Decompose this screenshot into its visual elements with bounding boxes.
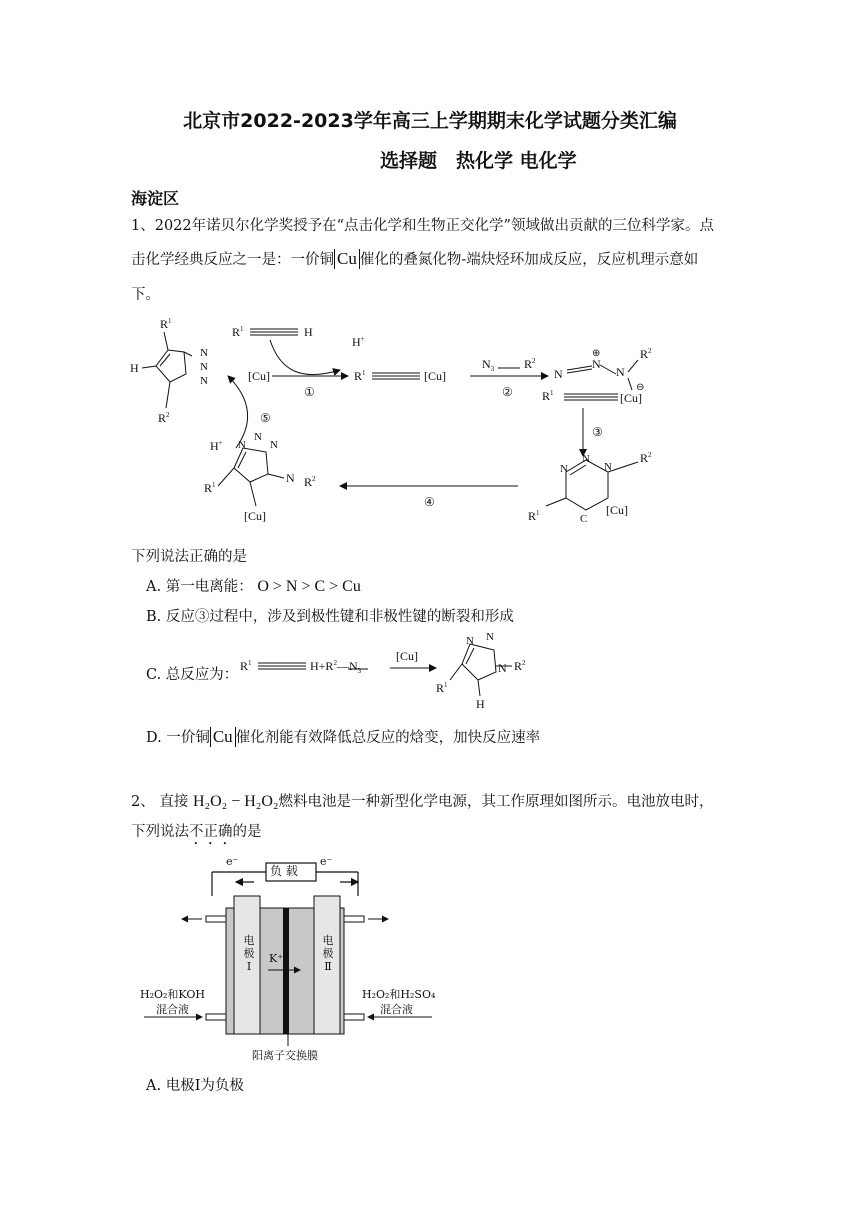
step1-label: ① (304, 385, 315, 399)
svg-text:R1: $R^1$ (542, 389, 554, 403)
svg-text:[Cu]: [Cu] (396, 649, 418, 663)
electron-left: e⁻ (226, 855, 239, 868)
svg-text:N: N (286, 471, 295, 485)
svg-text:R1: $R^1$ (240, 659, 252, 673)
svg-text:R2: $R^2$ (524, 357, 536, 371)
svg-text:[Cu]: [Cu] (424, 369, 446, 383)
svg-text:C: C (580, 513, 588, 525)
electrode-1-char-3: Ⅰ (246, 960, 252, 973)
q1-option-a (146, 575, 361, 596)
district-heading: 海淀区 (131, 189, 180, 208)
left-outlet-pipe (206, 916, 226, 922)
svg-text:R2: $R^2$ (514, 659, 526, 673)
load-label: 负 载 (270, 864, 298, 878)
svg-text:N: N (270, 439, 278, 451)
q1-option-b: B. 反应③过程中，涉及到极性键和非极性键的断裂和形成 (146, 609, 514, 625)
electrode-1-char-2: 极 (243, 947, 255, 960)
svg-text:N: N (604, 461, 612, 473)
right-inlet-pipe (344, 1014, 364, 1020)
svg-text:N: N (554, 367, 563, 381)
left-feed-label-1: H₂O₂和KOH (140, 988, 205, 1001)
cu-catalyst-symbol: Cu (334, 249, 360, 269)
cu-metallacycle-ring (566, 460, 608, 510)
electrode-1-char-1: 电 (243, 934, 255, 947)
electrode-2-char-2: 极 (322, 947, 334, 960)
electrode-2-char-1: 电 (322, 934, 334, 947)
svg-text:N: N (200, 361, 208, 373)
svg-text:N: N (486, 632, 494, 643)
svg-text:N3: $N_3$ (482, 357, 495, 373)
svg-text:R1: $R^1$ (354, 369, 366, 383)
right-feed-label-2: 混合液 (380, 1003, 413, 1016)
q1-prompt: 下列说法正确的是 (131, 549, 247, 565)
svg-text:H: H (304, 325, 313, 339)
q1-option-a-label: A. 第一电离能： (146, 579, 253, 595)
page-subtitle: 选择题 热化学 电化学 (380, 150, 577, 172)
q1-line2 (131, 243, 698, 277)
left-feed-label-2: 混合液 (156, 1003, 189, 1016)
mech-r1-product: $R^1$ (160, 317, 172, 331)
svg-text:R1: $R^1$ (436, 681, 448, 695)
svg-text:N: N (582, 453, 590, 465)
page-title: 北京市2022-2023学年高三上学期期末化学试题分类汇编 (183, 110, 677, 132)
q2-line1-pre: 2、 直接 (131, 794, 189, 810)
electrode-1-label (243, 934, 255, 973)
q1-option-d-pre: D. 一价铜 (146, 730, 210, 746)
svg-text:N: N (466, 635, 474, 647)
q2-line2 (131, 815, 262, 849)
svg-text:R2: $R^2$ (640, 347, 652, 361)
q2-line2-pre: 下列说法 (131, 824, 189, 840)
svg-text:H+: H+ (352, 335, 365, 349)
cation-exchange-membrane (283, 908, 289, 1034)
right-feed-label-1: H₂O₂和H₂SO₄ (362, 988, 436, 1001)
membrane-label: 阳离子交换膜 (252, 1049, 318, 1062)
svg-text:N: N (592, 357, 601, 371)
electron-right: e⁻ (320, 855, 333, 868)
cu-catalyst-symbol-d: Cu (210, 727, 236, 747)
svg-text:R2: $R^2$ (304, 475, 316, 489)
q1-line2-post: 催化的叠氮化物-端炔烃环加成反应，反应机理示意如 (359, 252, 699, 268)
right-outlet-pipe (344, 916, 364, 922)
overall-reaction-diagram (232, 632, 592, 712)
svg-text:⊕: ⊕ (592, 348, 601, 359)
q2-line1-post: 燃料电池是一种新型化学电源，其工作原理如图所示。电池放电时， (278, 794, 714, 810)
q1-option-a-formula: O > N > C > Cu (257, 578, 361, 595)
svg-text:⊖: ⊖ (636, 382, 645, 393)
q1-line1: 1、2022年诺贝尔化学奖授予在“点击化学和生物正交化学”领域做出贡献的三位科学家。点 (131, 218, 714, 234)
svg-text:N: N (616, 365, 625, 379)
svg-text:[Cu]: [Cu] (248, 369, 270, 383)
svg-text:R2: $R^2$ (158, 411, 170, 425)
step5-label: ⑤ (260, 411, 271, 425)
q2-formula: H₂O₂ − H₂O₂ (192, 793, 279, 810)
q2-line1 (131, 785, 714, 819)
svg-text:R1: $R^1$ (528, 509, 540, 523)
svg-text:N: N (498, 661, 507, 675)
left-inlet-pipe (206, 1014, 226, 1020)
q2-option-a: A. 电极Ⅰ为负极 (146, 1078, 244, 1094)
q1-line3: 下。 (131, 287, 160, 303)
k-ion-label: K⁺ (269, 952, 284, 965)
svg-text:[Cu]: [Cu] (620, 391, 642, 405)
mechanism-diagram (120, 310, 680, 540)
q1-option-d-post: 催化剂能有效降低总反应的焓变，加快反应速率 (235, 730, 541, 746)
svg-text:N: N (200, 375, 208, 387)
svg-text:R1: $R^1$ (232, 325, 244, 339)
svg-text:N: N (200, 347, 208, 359)
q1-line2-pre: 击化学经典反应之一是：一价铜 (131, 252, 334, 268)
q1-option-c-label: C. 总反应为： (146, 667, 239, 683)
svg-text:H: H (130, 361, 139, 375)
fuel-cell-diagram (136, 850, 446, 1065)
svg-text:N: N (560, 463, 568, 475)
svg-text:[Cu]: [Cu] (244, 509, 266, 523)
svg-text:H+: H+ (210, 439, 223, 453)
svg-text:H+R2—N3: $H+R^2—N_3$ (310, 659, 362, 675)
svg-text:N: N (254, 431, 262, 443)
svg-text:R1: $R^1$ (204, 481, 216, 495)
step2-label: ② (502, 385, 513, 399)
step4-label: ④ (424, 495, 435, 509)
svg-text:H: H (476, 697, 485, 711)
svg-text:R2: $R^2$ (640, 451, 652, 465)
svg-text:N: N (238, 439, 246, 451)
step3-label: ③ (592, 425, 603, 439)
q1-option-d (146, 726, 540, 747)
q2-emphasis: 不正确 (189, 824, 233, 840)
electrode-2-char-3: Ⅱ (324, 960, 332, 973)
electrode-2-label (322, 934, 334, 973)
q2-line2-post: 的是 (232, 824, 262, 840)
svg-text:[Cu]: [Cu] (606, 503, 628, 517)
